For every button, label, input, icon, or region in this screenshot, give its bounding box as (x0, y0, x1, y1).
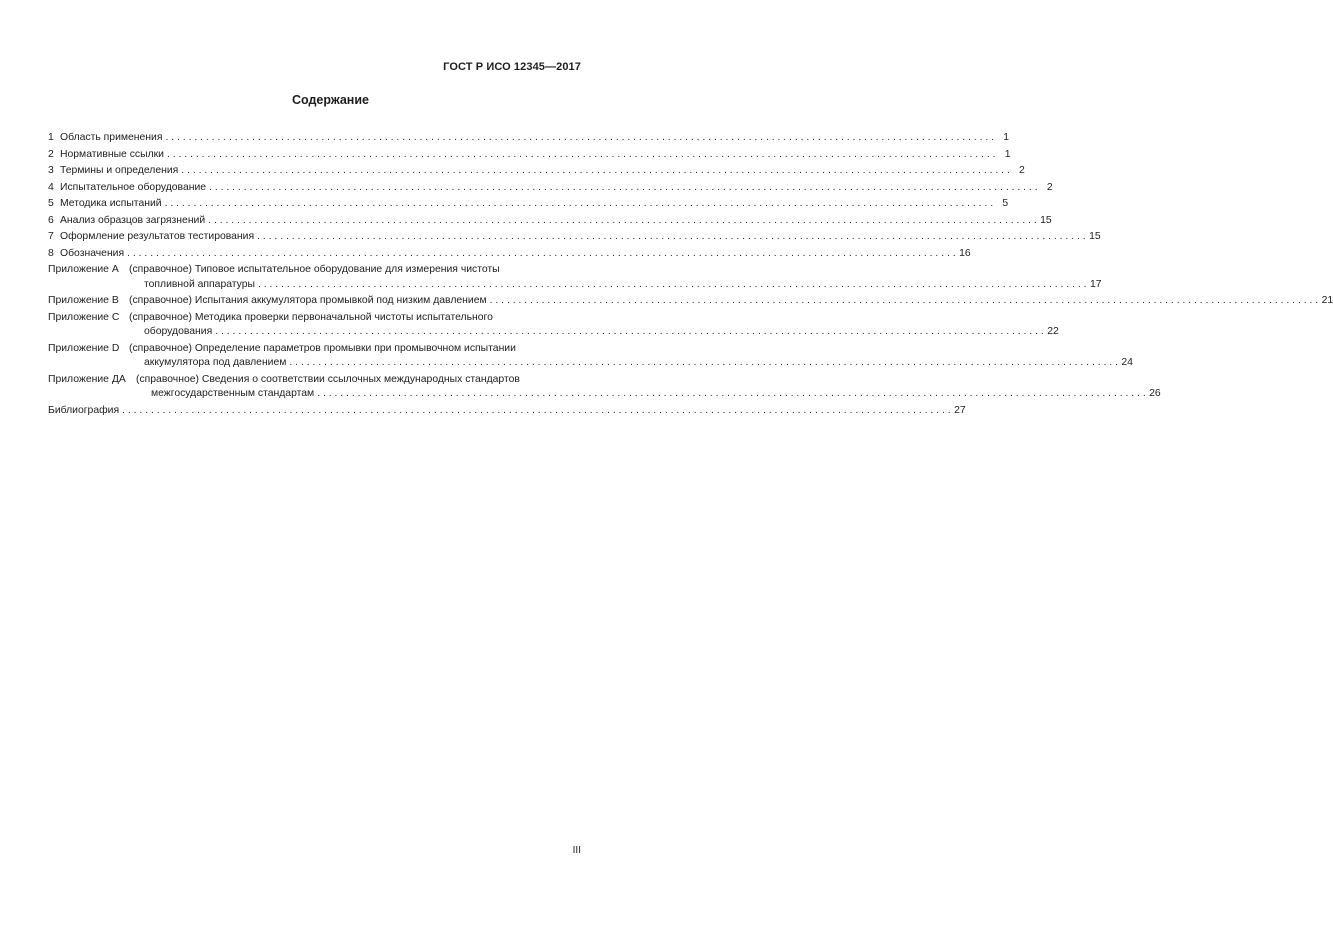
section-number: 1 (48, 132, 54, 143)
toc-entry-5[interactable] (48, 197, 1009, 212)
document-code: ГОСТ Р ИСО 12345—2017 (443, 61, 581, 73)
appendix-title-line1: (справочное) Испытания аккумулятора промывкой под низким давлением (129, 295, 487, 306)
page-number: 5 (1002, 198, 1009, 209)
section-title: Область применения (60, 132, 163, 143)
section-number: 7 (48, 231, 54, 242)
leader-dots (122, 404, 951, 419)
page-number: 24 (1121, 357, 1133, 368)
page-number: 2 (1046, 181, 1053, 193)
toc-entry-1[interactable] (48, 131, 1010, 146)
toc-entry-2[interactable] (48, 148, 1011, 163)
leader-dots (165, 131, 994, 146)
leader-dots (165, 197, 994, 212)
leader-dots (167, 148, 996, 163)
section-number: 5 (48, 198, 54, 209)
appendix-title-line2: межгосударственным стандартам (151, 388, 315, 399)
appendix-label: Приложение С (48, 311, 120, 323)
section-number: 6 (48, 214, 54, 226)
section-title: Испытательное оборудование (60, 181, 207, 193)
page-number: 15 (1040, 214, 1052, 226)
appendix-title-line2: топливной аппаратуры (144, 278, 255, 290)
toc-bibliography[interactable] (48, 404, 966, 419)
page-number: 2 (1019, 165, 1025, 176)
section-title: Методика испытаний (60, 198, 162, 209)
leader-dots (127, 247, 956, 262)
appendix-label: Приложение D (48, 342, 120, 354)
appendix-label: Приложение ДА (48, 373, 126, 385)
section-title: Термины и определения (60, 165, 179, 176)
page-number: 15 (1089, 231, 1101, 242)
page-number: 26 (1149, 388, 1161, 399)
toc-appendix-d[interactable] (48, 342, 1133, 371)
section-title: Анализ образцов загрязнений (60, 214, 206, 226)
leader-dots (258, 278, 1087, 293)
appendix-title-line1: (справочное) Методика проверки первоначальной чистоты испытательного (129, 311, 493, 323)
appendix-title-line1: (справочное) Определение параметров промывки при промывочном испытании (129, 342, 516, 354)
leader-dots (317, 387, 1146, 402)
toc-appendix-da[interactable] (48, 373, 1161, 402)
section-title: Оформление результатов тестирования (60, 231, 255, 242)
toc-entry-3[interactable] (48, 164, 1025, 179)
section-number: 2 (48, 148, 54, 160)
section-number: 8 (48, 247, 54, 259)
leader-dots (209, 181, 1038, 196)
appendix-title-line2: аккумулятора под давлением (144, 357, 287, 368)
page-number: 22 (1047, 326, 1059, 337)
page-number: 1 (1003, 132, 1010, 143)
toc-appendix-c[interactable] (48, 311, 1059, 340)
toc-appendix-b[interactable] (48, 294, 1333, 309)
section-title: Обозначения (60, 247, 125, 259)
table-of-contents (48, 131, 1333, 420)
appendix-title-line1: (справочное) Типовое испытательное оборудование для измерения чистоты (129, 264, 500, 275)
leader-dots (208, 214, 1037, 229)
bibliography-title: Библиография (48, 404, 120, 416)
section-number: 3 (48, 165, 54, 176)
leader-dots (215, 325, 1044, 340)
page-number: 21 (1321, 295, 1333, 306)
page-number: 17 (1089, 278, 1102, 290)
toc-entry-6[interactable] (48, 214, 1052, 229)
toc-title: Содержание (291, 93, 369, 107)
leader-dots (490, 294, 1319, 309)
leader-dots (289, 356, 1118, 371)
appendix-title-line1: (справочное) Сведения о соответствии ссылочных международных стандартов (136, 373, 520, 385)
appendix-label: Приложение В (48, 295, 119, 306)
page-number: 16 (959, 247, 971, 259)
leader-dots (257, 230, 1086, 245)
section-number: 4 (48, 181, 54, 193)
appendix-label: Приложение А (48, 264, 119, 275)
footer-page-number: III (572, 845, 581, 856)
toc-entry-8[interactable] (48, 247, 971, 262)
toc-appendix-a[interactable] (48, 263, 1102, 292)
leader-dots (181, 164, 1010, 179)
appendix-title-line2: оборудования (144, 326, 213, 337)
toc-entry-4[interactable] (48, 181, 1053, 196)
page-number: 1 (1004, 148, 1011, 160)
toc-entry-7[interactable] (48, 230, 1101, 245)
page-number: 27 (954, 404, 966, 416)
section-title: Нормативные ссылки (60, 148, 164, 160)
